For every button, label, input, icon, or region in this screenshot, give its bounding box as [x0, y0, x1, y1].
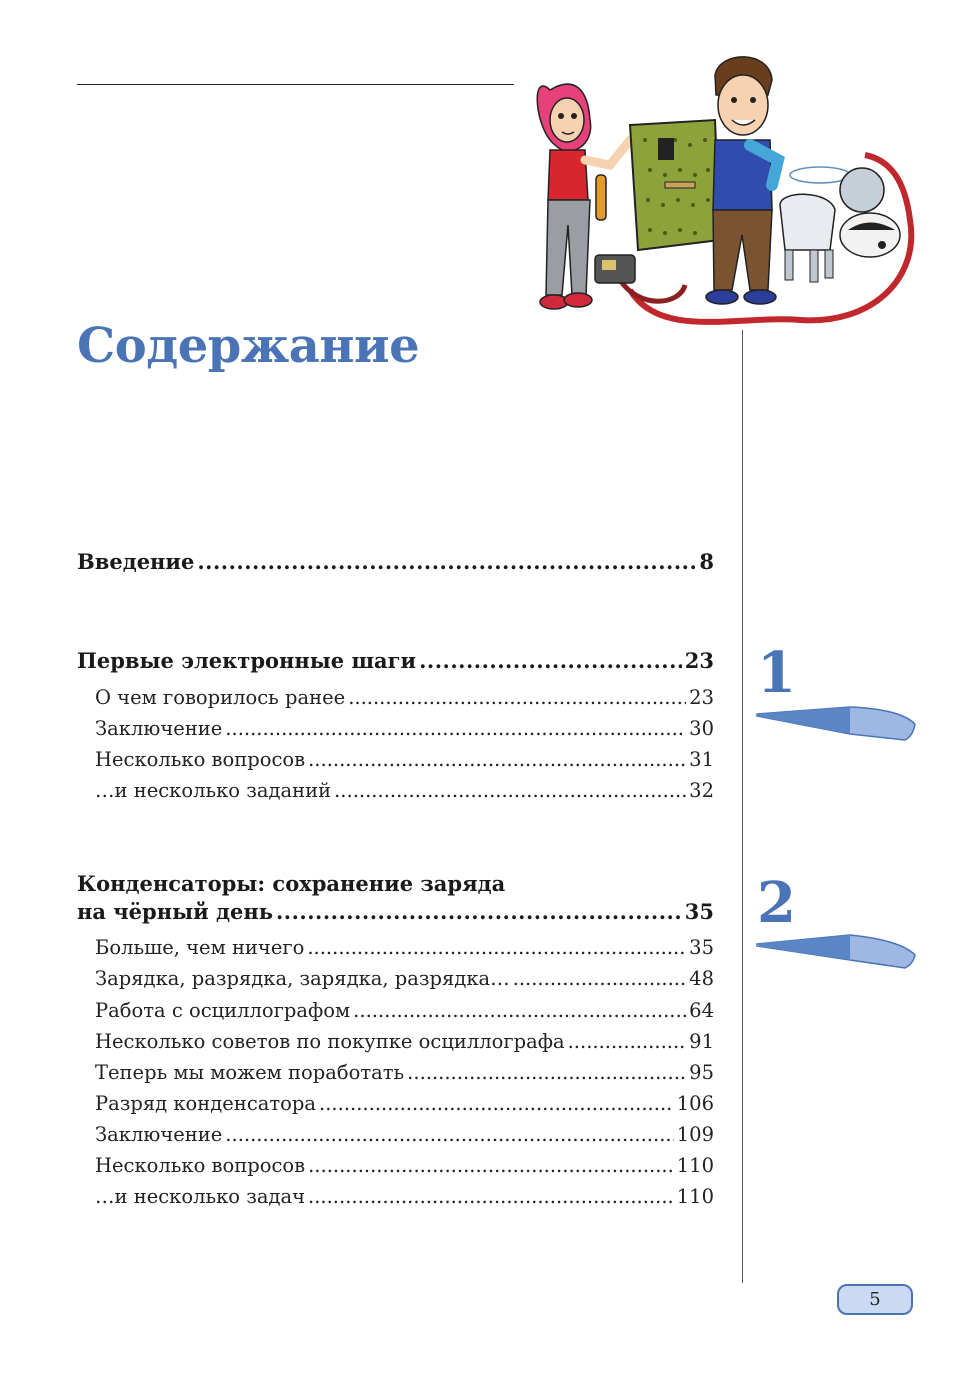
toc-subentry[interactable] — [95, 1092, 714, 1115]
table-of-contents — [77, 0, 714, 1300]
toc-entry-page: 30 — [689, 717, 714, 740]
toc-chapter-2[interactable] — [77, 899, 714, 924]
toc-entry-label: …и несколько заданий — [95, 779, 332, 802]
toc-entry-label: Введение — [77, 549, 195, 574]
leader-dots — [419, 648, 682, 673]
chapter-number-1: 1 — [757, 640, 796, 706]
toc-subentry[interactable] — [95, 1185, 714, 1208]
toc-entry-label: Работа с осциллографом — [95, 999, 351, 1022]
toc-entry-page: 8 — [699, 549, 714, 574]
toc-entry-label: Разряд конденсатора — [95, 1092, 317, 1115]
toc-entry-label: Первые электронные шаги — [77, 648, 417, 673]
leader-dots — [353, 999, 686, 1022]
toc-entry-page: 23 — [689, 686, 714, 709]
toc-chapter-1[interactable] — [77, 648, 714, 673]
toc-entry-page: 110 — [676, 1185, 714, 1208]
toc-entry-label: О чем говорилось ранее — [95, 686, 346, 709]
toc-entry-label: Зарядка, разрядка, зарядка, разрядка… — [95, 967, 510, 990]
toc-subentry[interactable] — [95, 1154, 714, 1177]
toc-subentry[interactable] — [95, 717, 714, 740]
leader-dots — [407, 1061, 686, 1084]
leader-dots — [225, 717, 686, 740]
toc-entry-page: 91 — [689, 1030, 714, 1053]
toc-entry-page: 31 — [689, 748, 714, 771]
toc-subentry[interactable] — [95, 1030, 714, 1053]
page-title: Содержание — [77, 318, 420, 374]
toc-subentry[interactable] — [95, 999, 714, 1022]
toc-entry-page: 64 — [689, 999, 714, 1022]
chapter-tab-2[interactable] — [755, 930, 917, 970]
toc-subentry[interactable] — [95, 686, 714, 709]
toc-entry-page: 32 — [689, 779, 714, 802]
toc-entry-introduction[interactable] — [77, 549, 714, 574]
toc-entry-page: 110 — [676, 1154, 714, 1177]
toc-subentry[interactable] — [95, 748, 714, 771]
page-number: 5 — [837, 1284, 913, 1315]
leader-dots — [308, 1185, 674, 1208]
leader-dots — [307, 936, 686, 959]
leader-dots — [513, 967, 687, 990]
toc-entry-label: Заключение — [95, 1123, 223, 1146]
toc-entry-page: 95 — [689, 1061, 714, 1084]
toc-entry-label: Теперь мы можем поработать — [95, 1061, 405, 1084]
toc-entry-page: 35 — [689, 936, 714, 959]
leader-dots — [319, 1092, 674, 1115]
toc-chapter-2-line1[interactable]: Конденсаторы: сохранение заряда — [77, 871, 506, 896]
chapter-number-2: 2 — [757, 870, 796, 936]
leader-dots — [348, 686, 686, 709]
toc-entry-label: на чёрный день — [77, 899, 273, 924]
toc-entry-label: Несколько вопросов — [95, 1154, 306, 1177]
toc-subentry[interactable] — [95, 779, 714, 802]
leader-dots — [568, 1030, 687, 1053]
leader-dots — [197, 549, 696, 574]
leader-dots — [225, 1123, 673, 1146]
toc-entry-label: Несколько вопросов — [95, 748, 306, 771]
toc-subentry[interactable] — [95, 967, 714, 990]
toc-entry-label: Больше, чем ничего — [95, 936, 305, 959]
boy-figure — [706, 57, 778, 304]
toc-entry-page: 23 — [684, 648, 714, 673]
toc-subentry[interactable] — [95, 1061, 714, 1084]
robot-dog-figure — [780, 167, 900, 282]
toc-entry-label: Заключение — [95, 717, 223, 740]
toc-entry-page: 109 — [676, 1123, 714, 1146]
toc-entry-page: 106 — [676, 1092, 714, 1115]
toc-subentry[interactable] — [95, 936, 714, 959]
chapter-tab-1[interactable] — [755, 704, 917, 744]
leader-dots — [276, 899, 682, 924]
toc-entry-page: 35 — [684, 899, 714, 924]
toc-subentry[interactable] — [95, 1123, 714, 1146]
leader-dots — [308, 748, 686, 771]
leader-dots — [334, 779, 686, 802]
toc-entry-label: …и несколько задач — [95, 1185, 305, 1208]
toc-entry-label: Несколько советов по покупке осциллографа — [95, 1030, 565, 1053]
leader-dots — [308, 1154, 674, 1177]
side-rule — [742, 330, 743, 1283]
toc-entry-page: 48 — [689, 967, 714, 990]
